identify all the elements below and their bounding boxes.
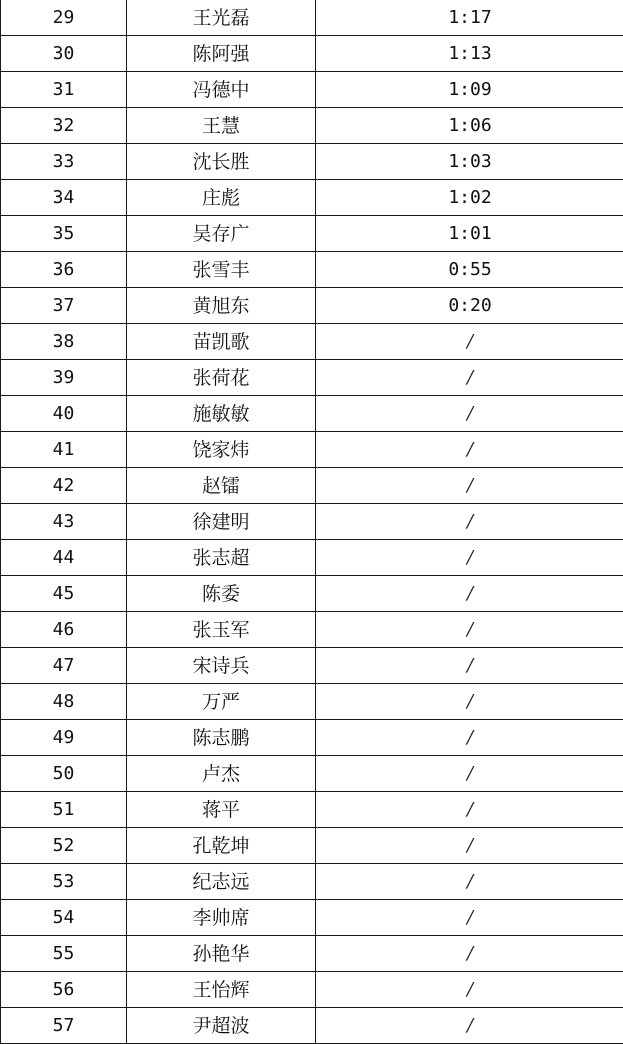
person-name: 张雪丰 bbox=[192, 259, 249, 281]
empty-time-mark: / bbox=[467, 907, 473, 928]
person-name: 冯德中 bbox=[192, 79, 249, 101]
empty-time-mark: / bbox=[467, 331, 473, 352]
name-cell bbox=[127, 648, 316, 684]
rank-cell bbox=[1, 432, 127, 468]
person-name: 孙艳华 bbox=[192, 943, 249, 965]
table-row bbox=[1, 648, 623, 684]
name-cell bbox=[127, 792, 316, 828]
results-table-body bbox=[1, 0, 623, 1044]
name-cell bbox=[127, 360, 316, 396]
rank-number: 38 bbox=[53, 331, 75, 352]
person-name: 纪志远 bbox=[192, 871, 249, 893]
table-row bbox=[1, 900, 623, 936]
person-name: 施敏敏 bbox=[192, 403, 249, 425]
rank-number: 57 bbox=[53, 1015, 75, 1036]
name-cell bbox=[127, 252, 316, 288]
rank-cell bbox=[1, 540, 127, 576]
person-name: 宋诗兵 bbox=[192, 655, 249, 677]
rank-cell bbox=[1, 864, 127, 900]
rank-cell bbox=[1, 108, 127, 144]
rank-cell bbox=[1, 504, 127, 540]
time-value: 1:06 bbox=[448, 115, 491, 136]
name-cell bbox=[127, 576, 316, 612]
time-cell bbox=[316, 396, 623, 432]
name-cell bbox=[127, 468, 316, 504]
name-cell bbox=[127, 504, 316, 540]
table-row bbox=[1, 0, 623, 36]
name-cell bbox=[127, 864, 316, 900]
name-cell bbox=[127, 72, 316, 108]
rank-cell bbox=[1, 216, 127, 252]
rank-number: 56 bbox=[53, 979, 75, 1000]
name-cell bbox=[127, 720, 316, 756]
rank-cell bbox=[1, 396, 127, 432]
rank-cell bbox=[1, 576, 127, 612]
person-name: 蒋平 bbox=[202, 799, 240, 821]
table-row bbox=[1, 540, 623, 576]
empty-time-mark: / bbox=[467, 511, 473, 532]
rank-number: 35 bbox=[53, 223, 75, 244]
rank-number: 37 bbox=[53, 295, 75, 316]
person-name: 陈阿强 bbox=[192, 43, 249, 65]
table-row bbox=[1, 612, 623, 648]
time-cell bbox=[316, 792, 623, 828]
empty-time-mark: / bbox=[467, 403, 473, 424]
rank-number: 30 bbox=[53, 43, 75, 64]
rank-number: 40 bbox=[53, 403, 75, 424]
rank-number: 49 bbox=[53, 727, 75, 748]
empty-time-mark: / bbox=[467, 763, 473, 784]
time-cell bbox=[316, 576, 623, 612]
time-cell bbox=[316, 828, 623, 864]
name-cell bbox=[127, 684, 316, 720]
rank-number: 45 bbox=[53, 583, 75, 604]
rank-cell bbox=[1, 360, 127, 396]
rank-number: 33 bbox=[53, 151, 75, 172]
table-row bbox=[1, 252, 623, 288]
empty-time-mark: / bbox=[467, 799, 473, 820]
person-name: 吴存广 bbox=[192, 223, 249, 245]
person-name: 饶家炜 bbox=[192, 439, 249, 461]
rank-number: 39 bbox=[53, 367, 75, 388]
table-row bbox=[1, 756, 623, 792]
rank-cell bbox=[1, 144, 127, 180]
person-name: 张荷花 bbox=[192, 367, 249, 389]
empty-time-mark: / bbox=[467, 583, 473, 604]
empty-time-mark: / bbox=[467, 727, 473, 748]
time-cell bbox=[316, 648, 623, 684]
name-cell bbox=[127, 324, 316, 360]
rank-number: 44 bbox=[53, 547, 75, 568]
empty-time-mark: / bbox=[467, 619, 473, 640]
rank-cell bbox=[1, 180, 127, 216]
table-row bbox=[1, 576, 623, 612]
name-cell bbox=[127, 1008, 316, 1044]
person-name: 张玉军 bbox=[192, 619, 249, 641]
name-cell bbox=[127, 216, 316, 252]
empty-time-mark: / bbox=[467, 655, 473, 676]
rank-number: 29 bbox=[53, 7, 75, 28]
rank-cell bbox=[1, 972, 127, 1008]
rank-number: 47 bbox=[53, 655, 75, 676]
time-cell bbox=[316, 360, 623, 396]
rank-number: 32 bbox=[53, 115, 75, 136]
time-cell bbox=[316, 972, 623, 1008]
rank-cell bbox=[1, 1008, 127, 1044]
time-cell bbox=[316, 684, 623, 720]
empty-time-mark: / bbox=[467, 691, 473, 712]
time-cell bbox=[316, 432, 623, 468]
name-cell bbox=[127, 900, 316, 936]
rank-cell bbox=[1, 288, 127, 324]
person-name: 张志超 bbox=[192, 547, 249, 569]
rank-cell bbox=[1, 720, 127, 756]
time-value: 1:01 bbox=[448, 223, 491, 244]
rank-number: 53 bbox=[53, 871, 75, 892]
time-value: 1:03 bbox=[448, 151, 491, 172]
rank-number: 43 bbox=[53, 511, 75, 532]
table-row bbox=[1, 792, 623, 828]
table-row bbox=[1, 396, 623, 432]
table-row bbox=[1, 468, 623, 504]
rank-cell bbox=[1, 648, 127, 684]
name-cell bbox=[127, 828, 316, 864]
table-row bbox=[1, 720, 623, 756]
empty-time-mark: / bbox=[467, 943, 473, 964]
table-row bbox=[1, 432, 623, 468]
person-name: 孔乾坤 bbox=[192, 835, 249, 857]
table-row bbox=[1, 36, 623, 72]
time-cell bbox=[316, 252, 623, 288]
person-name: 李帅席 bbox=[192, 907, 249, 929]
table-row bbox=[1, 936, 623, 972]
rank-cell bbox=[1, 72, 127, 108]
empty-time-mark: / bbox=[467, 475, 473, 496]
time-cell bbox=[316, 756, 623, 792]
rank-number: 31 bbox=[53, 79, 75, 100]
rank-number: 51 bbox=[53, 799, 75, 820]
rank-cell bbox=[1, 468, 127, 504]
rank-number: 52 bbox=[53, 835, 75, 856]
name-cell bbox=[127, 540, 316, 576]
empty-time-mark: / bbox=[467, 979, 473, 1000]
table-row bbox=[1, 360, 623, 396]
name-cell bbox=[127, 612, 316, 648]
name-cell bbox=[127, 108, 316, 144]
table-row bbox=[1, 504, 623, 540]
rank-number: 34 bbox=[53, 187, 75, 208]
name-cell bbox=[127, 936, 316, 972]
rank-cell bbox=[1, 0, 127, 36]
time-cell bbox=[316, 720, 623, 756]
person-name: 卢杰 bbox=[202, 763, 240, 785]
name-cell bbox=[127, 144, 316, 180]
time-cell bbox=[316, 540, 623, 576]
table-row bbox=[1, 324, 623, 360]
time-value: 0:55 bbox=[448, 259, 491, 280]
table-row bbox=[1, 684, 623, 720]
name-cell bbox=[127, 972, 316, 1008]
person-name: 万严 bbox=[202, 691, 240, 713]
rank-cell bbox=[1, 612, 127, 648]
time-cell bbox=[316, 72, 623, 108]
rank-cell bbox=[1, 36, 127, 72]
person-name: 庄彪 bbox=[202, 187, 240, 209]
name-cell bbox=[127, 432, 316, 468]
time-cell bbox=[316, 900, 623, 936]
rank-cell bbox=[1, 684, 127, 720]
empty-time-mark: / bbox=[467, 871, 473, 892]
rank-cell bbox=[1, 252, 127, 288]
rank-cell bbox=[1, 792, 127, 828]
rank-cell bbox=[1, 324, 127, 360]
table-row bbox=[1, 216, 623, 252]
person-name: 王慧 bbox=[202, 115, 240, 137]
table-row bbox=[1, 288, 623, 324]
rank-cell bbox=[1, 936, 127, 972]
rank-number: 48 bbox=[53, 691, 75, 712]
table-row bbox=[1, 972, 623, 1008]
person-name: 黄旭东 bbox=[192, 295, 249, 317]
table-row bbox=[1, 72, 623, 108]
time-cell bbox=[316, 936, 623, 972]
table-row bbox=[1, 1008, 623, 1044]
person-name: 陈志鹏 bbox=[192, 727, 249, 749]
person-name: 尹超波 bbox=[192, 1015, 249, 1037]
time-cell bbox=[316, 468, 623, 504]
time-cell bbox=[316, 864, 623, 900]
person-name: 苗凯歌 bbox=[192, 331, 249, 353]
name-cell bbox=[127, 180, 316, 216]
rank-number: 36 bbox=[53, 259, 75, 280]
table-row bbox=[1, 108, 623, 144]
person-name: 赵镭 bbox=[202, 475, 240, 497]
rank-number: 42 bbox=[53, 475, 75, 496]
time-value: 0:20 bbox=[448, 295, 491, 316]
name-cell bbox=[127, 36, 316, 72]
time-cell bbox=[316, 612, 623, 648]
time-cell bbox=[316, 1008, 623, 1044]
rank-number: 55 bbox=[53, 943, 75, 964]
time-cell bbox=[316, 216, 623, 252]
time-value: 1:02 bbox=[448, 187, 491, 208]
rank-number: 54 bbox=[53, 907, 75, 928]
empty-time-mark: / bbox=[467, 367, 473, 388]
empty-time-mark: / bbox=[467, 1015, 473, 1036]
table-row bbox=[1, 144, 623, 180]
name-cell bbox=[127, 0, 316, 36]
person-name: 王光磊 bbox=[192, 7, 249, 29]
rank-number: 41 bbox=[53, 439, 75, 460]
time-cell bbox=[316, 288, 623, 324]
rank-cell bbox=[1, 828, 127, 864]
rank-number: 50 bbox=[53, 763, 75, 784]
time-cell bbox=[316, 36, 623, 72]
time-value: 1:13 bbox=[448, 43, 491, 64]
rank-number: 46 bbox=[53, 619, 75, 640]
name-cell bbox=[127, 756, 316, 792]
table-row bbox=[1, 180, 623, 216]
time-cell bbox=[316, 108, 623, 144]
time-cell bbox=[316, 504, 623, 540]
name-cell bbox=[127, 396, 316, 432]
table-row bbox=[1, 864, 623, 900]
rank-cell bbox=[1, 900, 127, 936]
empty-time-mark: / bbox=[467, 547, 473, 568]
time-cell bbox=[316, 324, 623, 360]
person-name: 沈长胜 bbox=[192, 151, 249, 173]
person-name: 王怡辉 bbox=[192, 979, 249, 1001]
time-cell bbox=[316, 180, 623, 216]
time-value: 1:09 bbox=[448, 79, 491, 100]
empty-time-mark: / bbox=[467, 835, 473, 856]
rank-cell bbox=[1, 756, 127, 792]
table-row bbox=[1, 828, 623, 864]
empty-time-mark: / bbox=[467, 439, 473, 460]
time-value: 1:17 bbox=[448, 7, 491, 28]
name-cell bbox=[127, 288, 316, 324]
time-cell bbox=[316, 144, 623, 180]
person-name: 陈委 bbox=[202, 583, 240, 605]
person-name: 徐建明 bbox=[192, 511, 249, 533]
time-cell bbox=[316, 0, 623, 36]
